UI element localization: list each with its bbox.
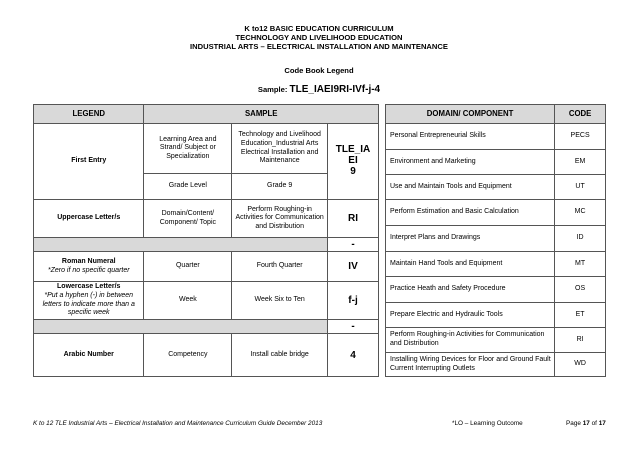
page-prefix: Page <box>566 420 581 427</box>
first-entry-label: First Entry <box>34 124 144 200</box>
competency-label: Competency <box>144 334 232 377</box>
competency-value: Install cable bridge <box>232 334 328 377</box>
domain-row-name: Maintain Hand Tools and Equipment <box>386 252 555 277</box>
lowercase-label: Lowercase Letter/s <box>57 283 121 291</box>
footer-title: K to 12 TLE Industrial Arts – Electrical Installation and Maintenance Curriculum Guide December 2013 <box>33 420 323 427</box>
quarter-value: Fourth Quarter <box>232 252 328 282</box>
sample-code: TLE_IAEI9RI-IVf-j-4 <box>289 84 381 95</box>
grade-level-value: Grade 9 <box>232 174 328 200</box>
legend-table <box>33 104 379 377</box>
domain-row-name: Personal Entrepreneurial Skills <box>386 124 555 150</box>
domain-row-name: Environment and Marketing <box>386 150 555 175</box>
domain-row-code: EM <box>555 150 606 175</box>
domain-row-code: PECS <box>555 124 606 150</box>
code-competency: 4 <box>328 334 379 377</box>
code-dash-2: - <box>328 320 379 334</box>
domain-row-code: UT <box>555 175 606 200</box>
sample-label: Sample: <box>257 85 288 94</box>
separator-row-1 <box>34 238 328 252</box>
lowercase-cell <box>34 282 144 320</box>
document-header <box>0 24 638 51</box>
domain-row-name: Practice Heath and Safety Procedure <box>386 277 555 303</box>
lowercase-note: *Put a hyphen (-) in between letters to indicate more than a specific week <box>42 291 135 317</box>
legend-header: LEGEND <box>34 105 144 124</box>
arabic-number-label: Arabic Number <box>34 334 144 377</box>
domain-row-code: RI <box>555 328 606 353</box>
domain-row-name: Perform Estimation and Basic Calculation <box>386 200 555 226</box>
footer-lo-note: *LO – Learning Outcome <box>452 420 523 427</box>
page-of: of <box>591 420 597 427</box>
quarter-label: Quarter <box>144 252 232 282</box>
uppercase-label: Uppercase Letter/s <box>34 200 144 238</box>
code-uppercase: RI <box>328 200 379 238</box>
domain-row-name: Perform Roughing-in Activities for Communication and Distribution <box>386 328 555 353</box>
domain-row-code: ET <box>555 303 606 328</box>
code-roman: IV <box>328 252 379 282</box>
domain-row-code: MT <box>555 252 606 277</box>
roman-numeral-label: Roman Numeral <box>61 257 116 265</box>
header-line-1: K to12 BASIC EDUCATION CURRICULUM <box>244 24 394 33</box>
roman-numeral-note: *Zero if no specific quarter <box>47 266 130 274</box>
domain-row-name: Interpret Plans and Drawings <box>386 226 555 252</box>
domain-row-name: Installing Wiring Devices for Floor and Ground Fault Current Interrupting Outlets <box>386 353 555 377</box>
domain-table <box>385 104 606 377</box>
domain-row-code: MC <box>555 200 606 226</box>
separator-row-2 <box>34 320 328 334</box>
code-week: f-j <box>328 282 379 320</box>
domain-topic-label: Domain/Content/ Component/ Topic <box>144 200 232 238</box>
footer-page-number <box>566 420 606 427</box>
week-label: Week <box>144 282 232 320</box>
code-entry: TLE_IA EI 9 <box>328 124 379 200</box>
legend-title: Code Book Legend <box>284 66 354 75</box>
sample-header: SAMPLE <box>144 105 379 124</box>
learning-area-label: Learning Area and Strand/ Subject or Specialization <box>144 124 232 174</box>
header-line-2: TECHNOLOGY AND LIVELIHOOD EDUCATION <box>235 33 403 42</box>
code-header: CODE <box>555 105 606 124</box>
roman-numeral-cell <box>34 252 144 282</box>
sample-line <box>0 84 638 95</box>
header-line-3: INDUSTRIAL ARTS – ELECTRICAL INSTALLATION AND MAINTENANCE <box>190 42 448 51</box>
page-total: 17 <box>598 420 606 427</box>
learning-area-value: Technology and Livelihood Education_Industrial Arts Electrical Installation and Maintenance <box>232 124 328 174</box>
domain-row-code: OS <box>555 277 606 303</box>
domain-row-name: Prepare Electric and Hydraulic Tools <box>386 303 555 328</box>
domain-row-code: ID <box>555 226 606 252</box>
week-value: Week Six to Ten <box>232 282 328 320</box>
domain-topic-value: Perform Roughing-in Activities for Communication and Distribution <box>232 200 328 238</box>
page-current: 17 <box>582 420 590 427</box>
domain-header: DOMAIN/ COMPONENT <box>386 105 555 124</box>
code-dash-1: - <box>328 238 379 252</box>
grade-level-label: Grade Level <box>144 174 232 200</box>
domain-row-name: Use and Maintain Tools and Equipment <box>386 175 555 200</box>
domain-row-code: WD <box>555 353 606 377</box>
